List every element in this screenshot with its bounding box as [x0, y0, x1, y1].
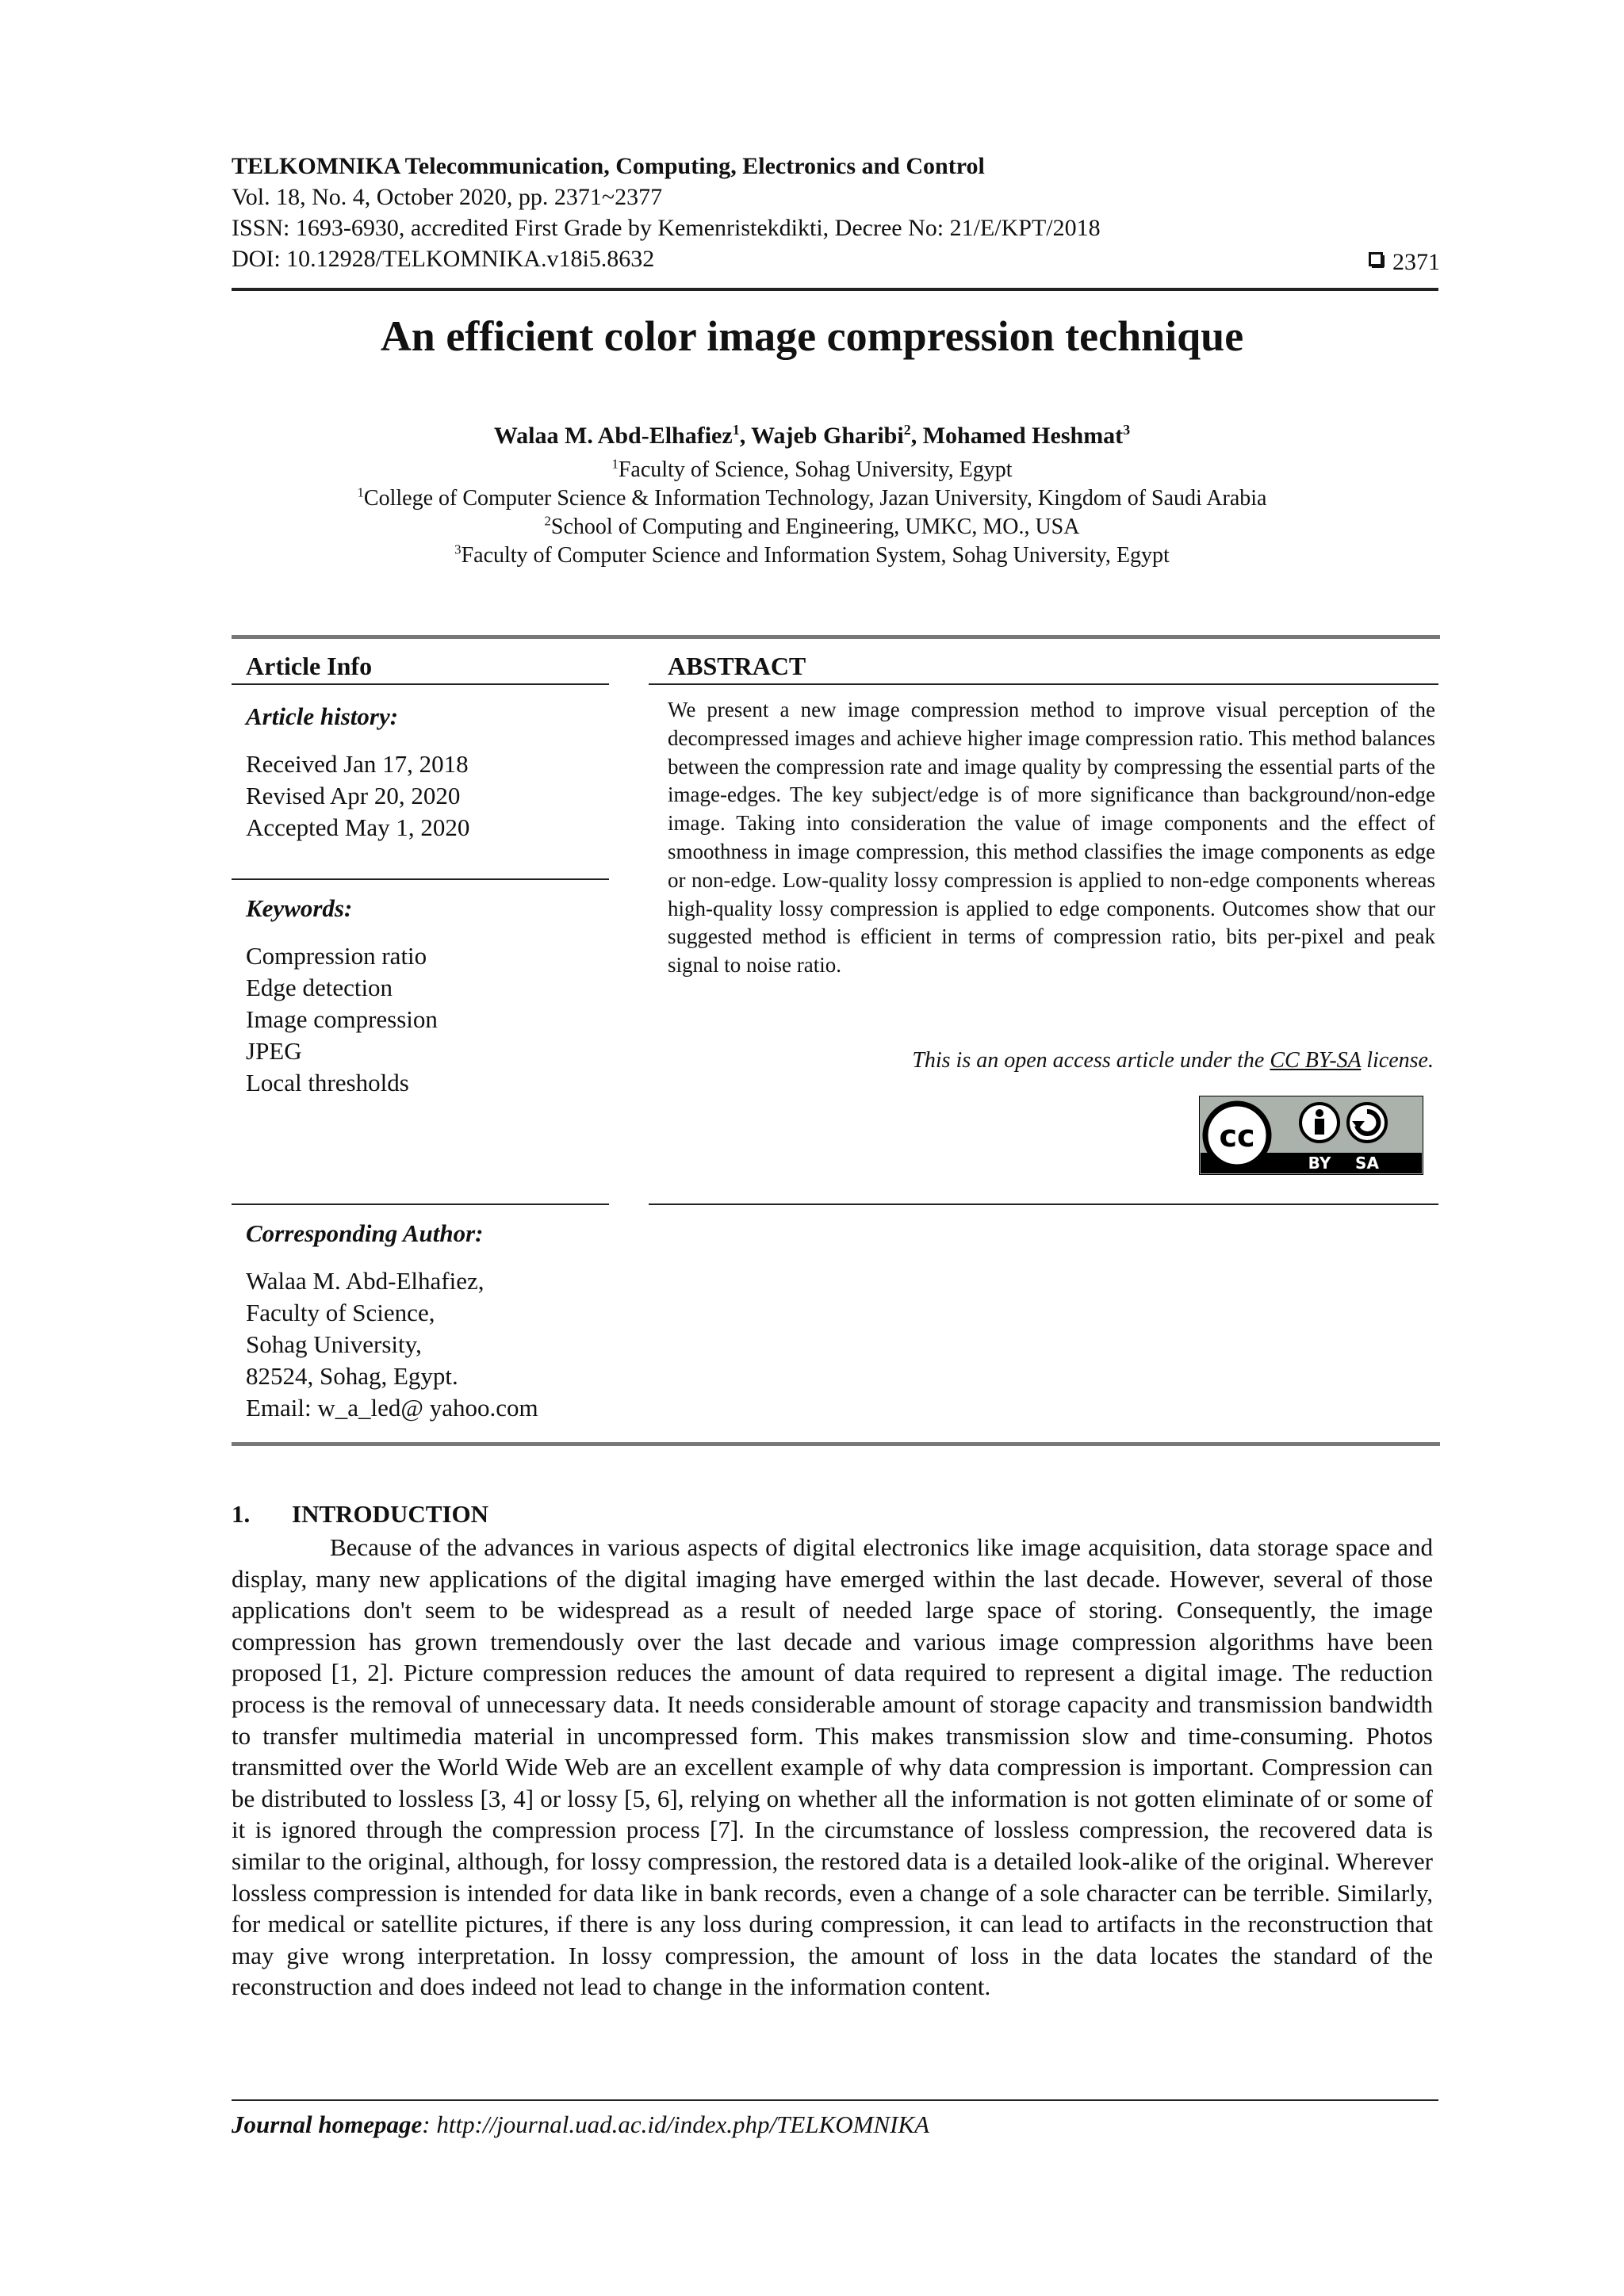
author-name: Walaa M. Abd-Elhafiez — [493, 423, 733, 449]
info-box-bottom-rule — [232, 1442, 1440, 1446]
section-title: INTRODUCTION — [292, 1500, 489, 1528]
author-sup: 3 — [1123, 422, 1131, 438]
homepage-separator: : — [422, 2110, 437, 2138]
license-suffix: license. — [1361, 1048, 1434, 1073]
keyword-item: Edge detection — [246, 974, 393, 1001]
abstract-heading: ABSTRACT — [668, 652, 806, 680]
keywords-heading: Keywords: — [246, 894, 353, 922]
affiliation-text: College of Computer Science & Information Technology, Jazan University, Kingdom of Saudi Arabia — [363, 486, 1267, 511]
info-box-top-rule — [232, 635, 1440, 639]
history-item: Received Jan 17, 2018 — [246, 750, 469, 778]
journal-name: TELKOMNIKA Telecommunication, Computing, Electronics and Control — [232, 153, 985, 179]
square-bullet-icon — [1369, 252, 1385, 268]
affiliation-sup: 3 — [454, 541, 462, 557]
article-history-heading: Article history: — [246, 702, 399, 730]
abstract-text: We present a new image compression method to improve visual perception of the decompressed images and achieve higher image compression ratio. This method balances between the compression rate and image quality by compressing the essential parts of the image-edges. The key subject/edge is of more significance than background/non-edge image. Taking into consideration the value of image components and the effect of smoothness in image compression, this method classifies the image components as edge or non-edge. Low-quality lossy compression is applied to non-edge components whereas high-quality lossy compression is applied to edge components. Outcomes show that our suggested method is efficient in terms of compression ratio, bits per-pixel and peak signal to noise ratio. — [668, 698, 1435, 978]
volume-line: Vol. 18, No. 4, October 2020, pp. 2371~2377 — [232, 184, 663, 210]
homepage-label: Journal homepage — [232, 2110, 423, 2138]
author-email[interactable]: Email: w_a_led@ yahoo.com — [246, 1394, 538, 1422]
author-detail-line: Sohag University, — [246, 1330, 422, 1358]
affiliation-text: Faculty of Computer Science and Information System, Sohag University, Egypt — [461, 543, 1170, 568]
affiliation-sup: 2 — [544, 513, 551, 529]
author-detail-line: Walaa M. Abd-Elhafiez, — [246, 1267, 485, 1295]
corresponding-author-heading: Corresponding Author: — [246, 1219, 484, 1247]
license-prefix: This is an open access article under the — [912, 1048, 1270, 1073]
introduction-heading — [232, 1500, 488, 1529]
footer-divider — [232, 2099, 1438, 2101]
abstract-bottom-rule — [649, 1203, 1438, 1205]
author-sup: 2 — [903, 422, 911, 438]
article-history — [246, 748, 469, 844]
introduction-paragraph: Because of the advances in various aspects of digital electronics like image acquisition, data storage space and display, many new applications of the digital imaging have emerged within the last decade. However, several of those applications don't seem to be widespread as a result of needed large space of storing. Consequently, the image compression has grown tremendously over the last decade and various image compression algorithms have been proposed [1, 2]. Picture compression reduces the amount of data required to represent a digital image. The reduction process is the removal of unnecessary data. It needs considerable amount of storage capacity and transmission bandwidth to transfer multimedia material in uncompressed form. This makes transmission slow and time-consuming. Photos transmitted over the World Wide Web are an excellent example of why data compression is important. Compression can be distributed to lossless [3, 4] or lossy [5, 6], relying on whether all the information is not gotten eliminate of or some of it is ignored through the compression process [7]. In the circumstance of lossless compression, the recovered data is similar to the original, although, for lossy compression, the restored data is a detailed look-alike of the original. Wherever lossless compression is intended for data like in bank records, even a change of a sole character can be terrible. Similarly, for medical or satellite pictures, if there is any loss during compression, it can lead to artifacts in the reconstruction that may give wrong interpretation. In lossy compression, the amount of loss in the data locates the standard of the reconstruction and does indeed not lead to change in the information content. — [232, 1533, 1433, 2001]
journal-header — [232, 151, 1441, 274]
author-name: Mohamed Heshmat — [922, 423, 1124, 449]
keywords-author-rule — [232, 1203, 609, 1205]
keyword-item: Image compression — [246, 1005, 438, 1033]
author-detail-line: Faculty of Science, — [246, 1299, 435, 1326]
header-divider — [232, 288, 1438, 291]
abstract-rule — [649, 683, 1438, 685]
history-keywords-rule — [232, 878, 609, 880]
attribution-icon — [1316, 1109, 1323, 1117]
article-info-heading: Article Info — [246, 652, 373, 680]
affiliation-sup: 1 — [611, 456, 619, 472]
author-sep: , — [739, 423, 752, 449]
cc-by-sa-badge[interactable] — [1199, 1096, 1423, 1175]
affiliation-line — [0, 513, 1624, 541]
affiliation-line — [0, 541, 1624, 570]
keywords-list — [246, 940, 438, 1099]
cc-icon: cc — [1219, 1119, 1255, 1154]
paper-title: An efficient color image compression technique — [380, 312, 1244, 360]
page-number: 2371 — [1392, 249, 1440, 275]
affiliation-line — [0, 484, 1624, 513]
author-name: Wajeb Gharibi — [751, 423, 904, 449]
keyword-item: JPEG — [246, 1037, 302, 1065]
corresponding-author-details — [246, 1265, 538, 1424]
author-line — [0, 423, 1624, 450]
affiliation-sup: 1 — [357, 484, 364, 500]
keyword-item: Local thresholds — [246, 1069, 409, 1096]
journal-homepage — [232, 2110, 929, 2139]
badge-by-label: BY — [1308, 1154, 1331, 1173]
author-detail-line: 82524, Sohag, Egypt. — [246, 1362, 458, 1390]
affiliation-text: School of Computing and Engineering, UMKC, MO., USA — [550, 515, 1080, 539]
license-statement — [668, 1048, 1434, 1073]
history-item: Revised Apr 20, 2020 — [246, 782, 461, 809]
license-link[interactable]: CC BY-SA — [1270, 1048, 1362, 1073]
article-info-rule — [232, 683, 609, 685]
section-number: 1. — [232, 1500, 251, 1528]
doi-line: DOI: 10.12928/TELKOMNIKA.v18i5.8632 — [232, 246, 655, 272]
affiliation-text: Faculty of Science, Sohag University, Egypt — [618, 457, 1013, 482]
affiliations — [0, 456, 1624, 570]
affiliation-line — [0, 456, 1624, 484]
issn-line: ISSN: 1693-6930, accredited First Grade by Kemenristekdikti, Decree No: 21/E/KPT/2018 — [232, 215, 1101, 241]
homepage-url[interactable]: http://journal.uad.ac.id/index.php/TELKOMNIKA — [436, 2110, 930, 2138]
author-sep: , — [910, 423, 923, 449]
badge-sa-label: SA — [1355, 1154, 1379, 1173]
keyword-item: Compression ratio — [246, 942, 427, 970]
author-sup: 1 — [732, 422, 740, 438]
history-item: Accepted May 1, 2020 — [246, 813, 470, 841]
